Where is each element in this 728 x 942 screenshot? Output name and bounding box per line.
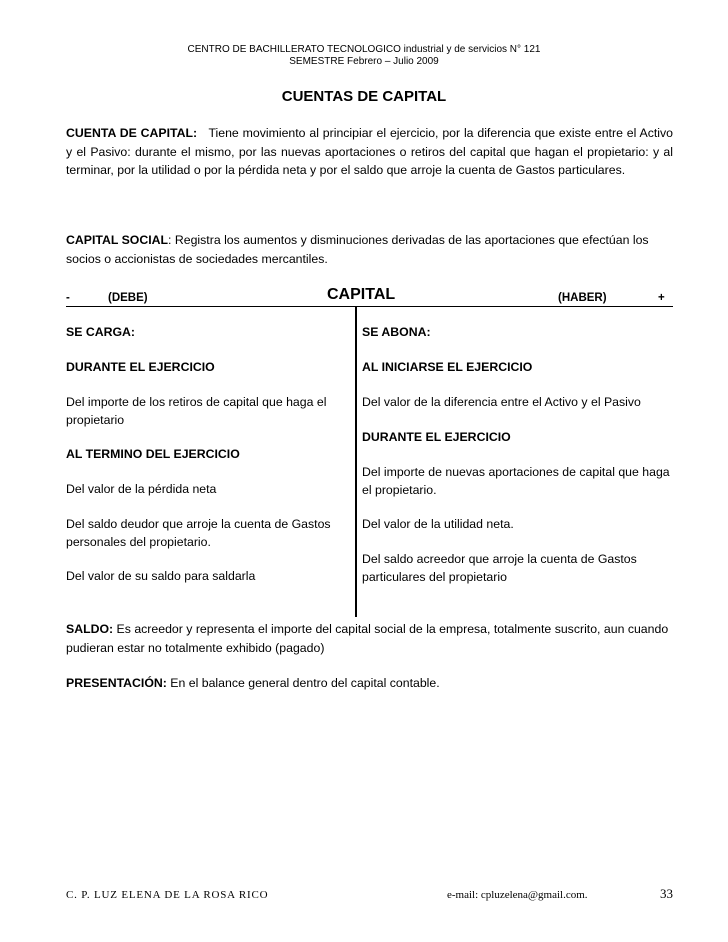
- left-al-termino-heading: AL TERMINO DEL EJERCICIO: [66, 447, 240, 461]
- capital-social-label: CAPITAL SOCIAL: [66, 233, 169, 247]
- capital-social-text: : Registra los aumentos y disminuciones derivadas de las aportaciones que efectúan los socios o accionistas de sociedades mercantiles.: [66, 233, 649, 266]
- saldo-label: SALDO:: [66, 622, 114, 636]
- left-durante-heading: DURANTE EL EJERCICIO: [66, 360, 215, 374]
- t-account-vertical-line: [355, 307, 357, 617]
- debit-label: (DEBE): [108, 292, 148, 304]
- right-item-utilidad: Del valor de la utilidad neta.: [362, 517, 514, 531]
- cuenta-capital-text: Tiene movimiento al principiar el ejercicio, por la diferencia que existe entre el Activo y el Pasivo: durante el mismo, por las nuevas aportaciones o retiros del capital que hagan el propietario: y al terminar, por la utilidad o por la pérdida neta y por el saldo que arroje la cuenta de Gastos particulares.: [66, 126, 673, 177]
- footer-author: C. P. LUZ ELENA DE LA ROSA RICO: [66, 889, 269, 901]
- right-item-diferencia: Del valor de la diferencia entre el Activo y el Pasivo: [362, 395, 641, 409]
- cuenta-capital-label: CUENTA DE CAPITAL:: [66, 126, 198, 140]
- capital-social-paragraph: [66, 231, 673, 268]
- se-abona-heading: SE ABONA:: [362, 325, 431, 339]
- credit-label: (HABER): [558, 292, 607, 304]
- left-item-retiros: Del importe de los retiros de capital que haga el propietario: [66, 395, 327, 427]
- footer-email: e-mail: cpluzelena@gmail.com.: [447, 889, 588, 901]
- presentacion-label: PRESENTACIÓN:: [66, 676, 167, 690]
- right-al-iniciarse-heading: AL INICIARSE EL EJERCICIO: [362, 360, 533, 374]
- debit-sign: -: [66, 292, 70, 304]
- account-name: CAPITAL: [327, 286, 396, 303]
- right-item-saldo-acreedor: Del saldo acreedor que arroje la cuenta de Gastos particulares del propietario: [362, 552, 637, 584]
- page-number: 33: [660, 886, 673, 901]
- right-durante-heading: DURANTE EL EJERCICIO: [362, 430, 511, 444]
- left-item-saldarla: Del valor de su saldo para saldarla: [66, 569, 256, 583]
- saldo-text: Es acreedor y representa el importe del capital social de la empresa, totalmente suscrito, aun cuando pudieran estar no totalmente exhibido (pagado): [66, 622, 669, 655]
- page-title: CUENTAS DE CAPITAL: [281, 88, 447, 105]
- right-item-aportaciones: Del importe de nuevas aportaciones de capital que haga el propietario.: [362, 465, 670, 497]
- credit-sign: +: [658, 292, 665, 304]
- left-item-saldo-deudor: Del saldo deudor que arroje la cuenta de Gastos personales del propietario.: [66, 517, 331, 549]
- presentacion-paragraph: [66, 674, 673, 693]
- saldo-paragraph: [66, 620, 673, 657]
- header-semester: SEMESTRE Febrero – Julio 2009: [289, 56, 439, 67]
- t-account-header: [66, 286, 673, 306]
- header-institution: CENTRO DE BACHILLERATO TECNOLOGICO industrial y de servicios N° 121: [187, 44, 541, 55]
- presentacion-text: En el balance general dentro del capital contable.: [166, 676, 440, 690]
- se-carga-heading: SE CARGA:: [66, 325, 136, 339]
- left-item-perdida: Del valor de la pérdida neta: [66, 482, 217, 496]
- cuenta-capital-paragraph: [66, 124, 673, 180]
- t-account-horizontal-line: [66, 306, 673, 307]
